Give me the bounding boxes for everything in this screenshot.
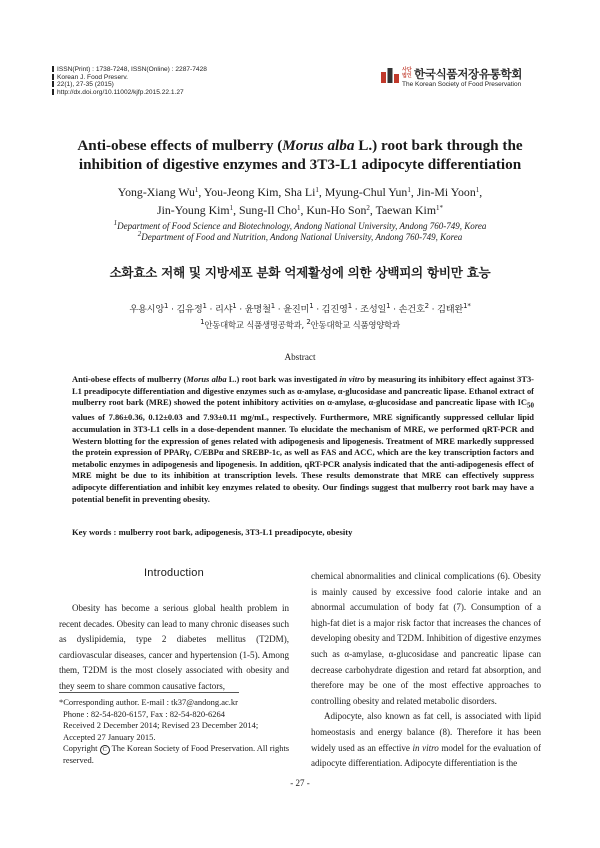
author-name: 조성일 [360,304,387,315]
author-affiliation-mark: 1 [309,302,314,310]
author-name: Yong-Xiang Wu [117,185,195,199]
author-name: 리샤 [214,304,233,315]
title-species: Morus alba [282,137,355,154]
author-name: Taewan Kim [375,203,436,217]
title-part: L.) root bark through the [354,137,523,154]
page-number: - 27 - [290,778,310,788]
korean-affiliations: $^1$안동대학교 식품생명공학과, $^2$안동대학교 식품영양학과 [200,318,400,330]
author-affiliation-mark: 1 [270,302,276,310]
logo-corp-label: 사단 법인 [402,67,412,79]
author-name: Jin-Mi Yoon [416,185,476,199]
author-affiliation-mark: 2 [424,302,429,310]
accepted-date: Accepted 27 January 2015. [63,731,156,742]
author-name: Jin-Young Kim [157,203,230,217]
author-affiliation-mark: 1 [407,186,411,194]
footnote-divider [59,692,239,693]
affiliation-1: Department of Food Science and Biotechnology, Andong National University, Andong 760-749, Korea [117,221,487,231]
korean-author-list: 우용시앙$^1$ · 김유정$^1$ · 리샤$^1$ · 윤명철$^1$ · 윤진미$^1$ · 김진영$^1$ · 조성일$^1$ · 손건호$^2$ · 김태완$^{1*}$ [129,302,471,315]
right-column [311,569,541,772]
intro-paragraph-1: Obesity has become a serious global health problem in recent decades. Obesity can lead to many chronic diseases such as dyslipidemia, type 2 diabetes mellitus (T2DM), cardiovascular diseases, cancer and hypertension (1-5). Among them, T2DM is the most closely associated with obesity and they seem to share common causative factors, [59,603,289,691]
author-affiliation-mark: 1 [315,186,319,194]
society-name-english: The Korean Society of Food Preservation [402,81,522,88]
introduction-heading: Introduction [144,567,204,579]
author-affiliation-mark: 1 [386,302,391,310]
author-name: 윤진미 [283,304,310,315]
abstract-text: Anti-obese effects of mulberry (Morus alba L.) root bark was investigated in vitro by measuring its inhibitory effect against 3T3-L1 preadipocyte differentiation and digestive enzymes such as α-amylase, α-glucosidase and pancreatic lipase. Ethanol extract of mulberry root bark (MRE) showed the potent inhibitory activities on α-amylase, α-glucosidase and pancreatic lipase with $IC_{50}$ values of 7.86±0.36, 0.12±0.03 and 7.93±0.11 mg/mL, respectively. Furthermore, MRE significantly suppressed cellular lipid accumulation in 3T3-L1 cells in a dose-dependent manner. To elucidate the mechanism of MRE, we performed qRT-PCR and Western blotting for the expression of genes related with adipogenesis and lipogenesis. Treatment of MRE markedly suppressed the protein expression of PPARγ, C/EBPα and SREBP-1c, as well as FAS and ACC, which are the key transcription factors and metabolic enzymes in adipogenesis and lipogenesis. In addition, qRT-PCR analysis indicated that the anti-adipogenesis effect of MRE might be due to its inhibition at transcription levels. These results demonstrate that MRE can effectively suppress adipocyte differentiation and inhibit key enzymes related to obesity. Our findings suggest that mulberry root bark may have a potential benefit in preventing obesity. [72,374,534,504]
journal-name-line: Korean J. Food Preserv. [57,73,128,81]
journal-meta [52,66,207,96]
keywords-label: Key words : [72,527,117,537]
korean-affiliation-1: 안동대학교 식품생명공학과, [204,320,304,330]
author-name: 김유정 [176,304,203,315]
author-name: 우용시앙 [129,304,165,315]
title-part: Anti-obese effects of mulberry ( [77,137,283,154]
author-affiliation-mark: 1* [463,302,471,310]
article-title [40,136,560,174]
author-affiliation-mark: 2 [366,204,370,212]
issn-line: ISSN(Print) : 1738-7248, ISSN(Online) : 2287-7428 [57,66,207,73]
corresponding-author: *Corresponding author. E-mail : tk37@andong.ac.kr [59,697,238,707]
volume-line: 22(1), 27-35 (2015) [57,81,114,89]
footnote [59,697,291,767]
received-date: Received 2 December 2014; Revised 23 December 2014; [63,720,259,731]
author-affiliation-mark: 1 [229,204,234,212]
keywords [72,527,542,537]
society-emblem-icon [380,66,400,86]
korean-affiliation-2: 안동대학교 식품영양학과 [310,320,400,330]
title-line-2: inhibition of digestive enzymes and 3T3-L1 adipocyte differentiation [78,156,522,173]
author-affiliation-mark: 1 [296,204,301,212]
author-name: 윤명철 [244,304,271,315]
copyright-notice [59,743,291,767]
intro-paragraph-2: Adipocyte, also known as fat cell, is associated with lipid homeostasis and energy balance (8). Therefore it has been widely used as an effective in vitro model for the evaluation of adipocyte differentiation. Adipocyte differentiation is the [311,711,541,769]
contact-phone: Phone : 82-54-820-6157, Fax : 82-54-820-6264 [63,708,225,719]
keywords-list: mulberry root bark, adipogenesis, 3T3-L1 preadipocyte, obesity [118,527,353,537]
author-name: Kun-Ho Son [306,203,367,217]
society-name-korean: 한국식품저장유통학회 [414,67,523,81]
affiliations: $^1$Department of Food Science and Biotechnology, Andong National University, Andong 760-749, Korea $^2$Department of Food and Nutrition, Andong National University, Andong 760-749, Korea [113,219,487,242]
doi-link[interactable]: http://dx.doi.org/10.11002/kjfp.2015.22.1.27 [57,88,184,96]
copyright-icon: C [100,745,110,755]
left-column [59,601,289,695]
author-affiliation-mark: 1 [347,302,352,310]
copyright-label: Copyright [63,743,98,754]
author-name: 김태완 [437,304,464,315]
author-affiliation-mark: 1 [475,186,480,194]
intro-paragraph-1-cont: chemical abnormalities and clinical complications (6). Obesity is mainly caused by excessive food calorie intake and an abnormal accumulation of body fat (7). Consumption of a high-fat diet is a major risk factor that increases the chances of developing obesity and T2DM. Inhibition of digestive enzymes such as α-amylase, α-glucosidase and pancreatic lipase can decrease carbohydrate digestion and retard fat absorption, and therefore may be one of the most effective approaches to controlling obesity and related metabolic disorders. [311,571,541,706]
author-name: You-Jeong Kim [203,185,279,199]
affiliation-2: Department of Food and Nutrition, Andong National University, Andong 760-749, Korea [141,232,463,242]
author-list: Yong-Xiang Wu$^1$, You-Jeong Kim, Sha Li$^1$, Myung-Chul Yun$^1$, Jin-Mi Yoon$^1$, Jin-Young Kim$^1$, Sung-Il Cho$^1$, Kun-Ho Son$^2$, Taewan Kim$^{1*}$ [117,185,483,217]
author-affiliation-mark: 1 [194,186,199,194]
author-affiliation-mark: 1 [202,302,207,310]
author-affiliation-mark: 1 [232,302,237,310]
korean-title: 소화효소 저해 및 지방세포 분화 억제활성에 의한 상백피의 항비만 효능 [109,265,491,280]
author-name: Sha Li [284,185,316,199]
author-name: Sung-Il Cho [238,203,297,217]
author-affiliation-mark: 1 [164,302,169,310]
author-name: 김진영 [321,304,348,315]
author-name: 손건호 [398,304,425,315]
author-name: Myung-Chul Yun [324,185,408,199]
copyright-text: The Korean Society of Food Preservation. All rights reserved. [63,743,290,766]
abstract-heading: Abstract [284,352,316,362]
society-logo [380,66,550,92]
author-affiliation-mark: 1* [436,204,443,212]
